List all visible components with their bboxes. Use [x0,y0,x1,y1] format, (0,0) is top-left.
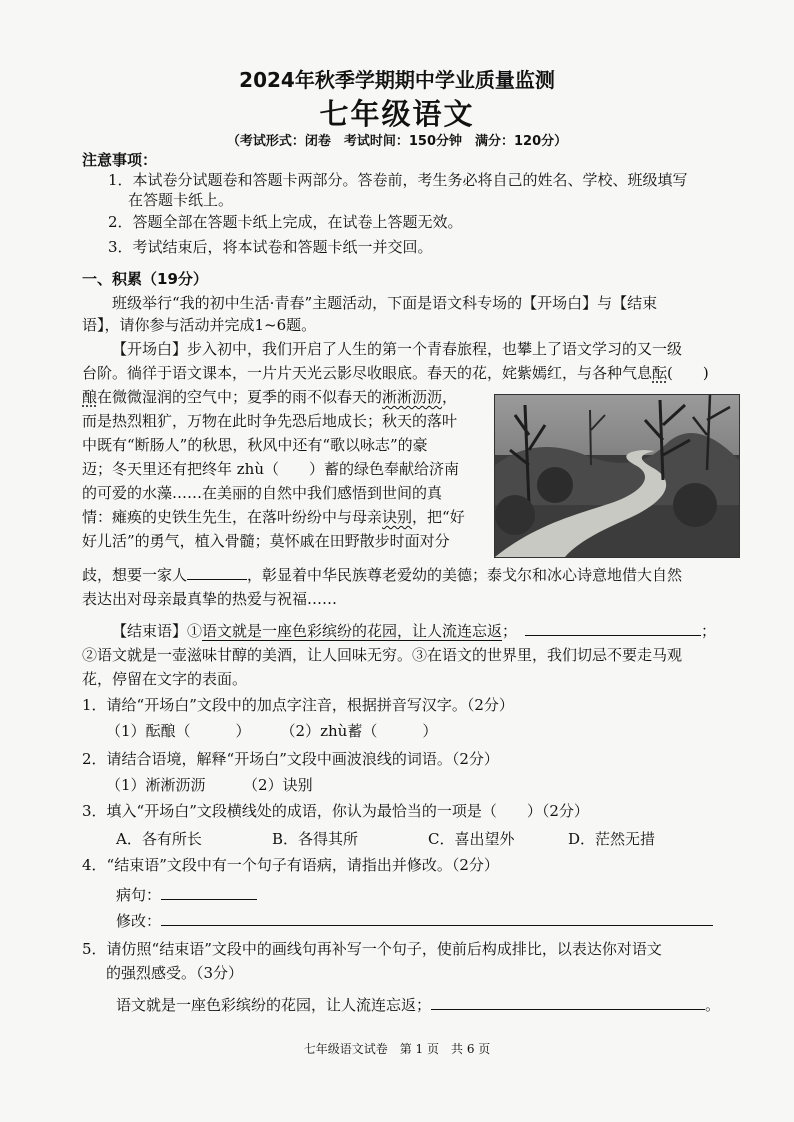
closing-line-3: 花，停留在文字的表面。 [82,670,248,688]
landscape-photo [494,394,740,558]
idiom-blank [187,563,247,580]
exam-title: 七年级语文 [319,97,475,131]
opening-line-8: 情：瘫痪的史铁生先生，在落叶纷纷中与母亲诀别，把“好 [82,508,465,526]
opening-line-7: 的可爱的水藻……在美丽的自然中我们感悟到世间的真 [82,484,443,502]
question-4-xiugai: 修改： [116,909,713,931]
notice-item-3: 3．考试结束后，将本试卷和答题卡纸一并交回。 [108,238,433,256]
opening-line-9: 好儿活”的勇气，植入骨髓；莫怀戚在田野散步时面对分 [82,532,450,550]
question-5-answer: 语文就是一座色彩缤纷的花园，让人流连忘返； 。 [116,993,720,1015]
opening-line-3: 酿在微微湿润的空气中；夏季的雨不似春天的淅淅沥沥， [82,388,458,406]
opening-line-1: 【开场白】步入初中，我们开启了人生的第一个青春旅程，也攀上了语文学习的又一级 [112,340,683,358]
question-2: 2．请结合语境，解释“开场白”文段中画波浪线的词语。（2分） [82,750,499,768]
question-2-options: （1）淅淅沥沥 （2）诀别 [106,776,313,794]
notice-item-1-cont: 在答题卡纸上。 [128,191,234,209]
opening-line-10: 歧，想要一家人 ，彰显着中华民族尊老爱幼的美德；泰戈尔和冰心诗意地借大自然 [82,563,682,585]
question-3: 3．填入“开场白”文段横线处的成语，你认为最恰当的一项是（ ）（2分） [82,802,589,820]
xiugai-blank [161,909,713,926]
question-4-bingju: 病句： [116,883,257,905]
question-3-option-a: A．各有所长 [116,830,202,848]
exam-info: （考试形式：闭卷 考试时间：150分钟 满分：120分） [226,134,568,149]
question-3-option-d: D．茫然无措 [568,830,656,848]
question-3-option-b: B．各得其所 [272,830,359,848]
exam-subtitle: 2024年秋季学期期中学业质量监测 [239,68,555,92]
opening-line-5: 中既有“断肠人”的秋思，秋风中还有“歌以咏志”的豪 [82,436,428,454]
opening-line-4: 而是热烈粗犷，万物在此时争先恐后地成长；秋天的落叶 [82,412,458,430]
notice-item-2: 2．答题全部在答题卡纸上完成，在试卷上答题无效。 [108,213,463,231]
notice-title: 注意事项： [82,151,158,169]
page-footer: 七年级语文试卷 第 1 页 共 6 页 [303,1042,491,1056]
opening-line-6: 迈；冬天里还有把终年 zhù（ ）蓄的绿色奉献给济南 [82,460,459,478]
closing-blank [525,619,701,636]
question-3-option-c: C．喜出望外 [428,830,515,848]
question-1: 1．请给“开场白”文段中的加点字注音，根据拼音写汉字。（2分） [82,696,514,714]
closing-line-2: ②语文就是一壶滋味甘醇的美酒，让人回味无穷。③在语文的世界里，我们切忌不要走马观 [82,646,683,664]
closing-line-1: 【结束语】①语文就是一座色彩缤纷的花园，让人流连忘返； ； [112,619,716,641]
section-title: 一、积累（19分） [82,270,208,288]
intro-line-1: 班级举行“我的初中生活·青春”主题活动，下面是语文科专场的【开场白】与【结束 [112,294,658,312]
question-1-options: （1）酝酿（ ） （2）zhù蓄（ ） [106,722,438,740]
bingju-blank [161,883,257,900]
intro-line-2: 语】，请你参与活动并完成1~6题。 [82,316,317,334]
q5-blank [431,993,705,1010]
question-5-cont: 的强烈感受。（3分） [106,964,244,982]
question-4: 4．“结束语”文段中有一个句子有语病，请指出并修改。（2分） [82,856,499,874]
opening-line-11: 表达出对母亲最真挚的热爱与祝福…… [82,590,338,608]
question-5: 5．请仿照“结束语”文段中的画线句再补写一个句子，使前后构成排比，以表达你对语文 [82,940,662,958]
opening-line-2: 台阶。徜徉于语文课本，一片片天光云影尽收眼底。春天的花，姹紫嫣红，与各种气息酝( ) [82,364,709,382]
notice-item-1: 1．本试卷分试题卷和答题卡两部分。答卷前，考生务必将自己的姓名、学校、班级填写 [108,171,688,189]
